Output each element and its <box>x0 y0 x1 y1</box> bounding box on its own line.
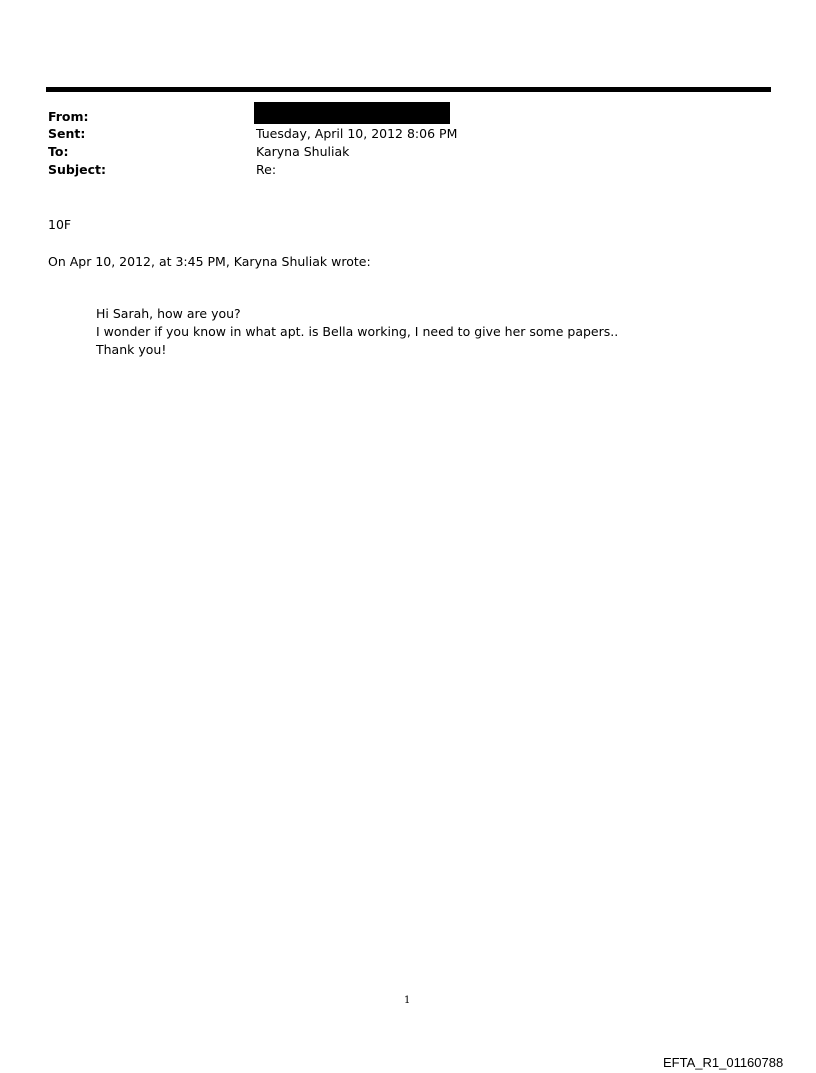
header-rule <box>46 87 771 92</box>
subject-value: Re: <box>256 162 277 177</box>
sent-value: Tuesday, April 10, 2012 8:06 PM <box>256 126 458 141</box>
reply-text: 10F <box>48 217 72 232</box>
from-redaction <box>254 102 450 124</box>
subject-label: Subject: <box>48 162 106 177</box>
quote-intro: On Apr 10, 2012, at 3:45 PM, Karyna Shuliak wrote: <box>48 254 371 269</box>
from-label: From: <box>48 109 89 124</box>
document-id: EFTA_R1_01160788 <box>663 1055 784 1070</box>
quoted-line: Thank you! <box>96 342 167 357</box>
sent-label: Sent: <box>48 126 86 141</box>
to-label: To: <box>48 144 69 159</box>
quoted-line: Hi Sarah, how are you? <box>96 306 241 321</box>
quoted-line: I wonder if you know in what apt. is Bella working, I need to give her some papers.. <box>96 324 619 339</box>
to-value: Karyna Shuliak <box>256 144 350 159</box>
page-number: 1 <box>404 995 411 1006</box>
